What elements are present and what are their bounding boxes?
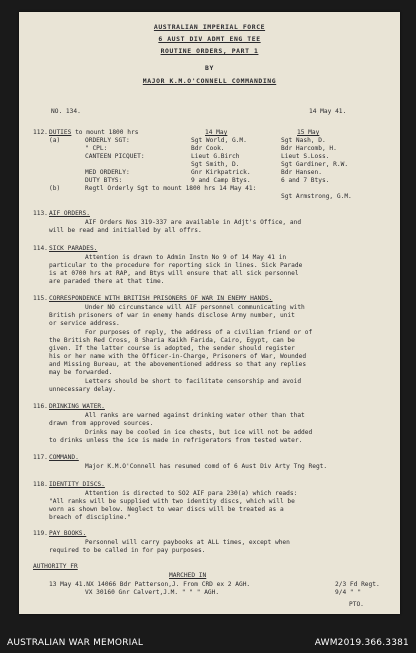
order-date: 14 May 41.: [309, 108, 347, 115]
para-line: AIF Orders Nos 319-337 are available in Adjt's Office, and: [85, 219, 302, 226]
para-line: "All ranks will be supplied with two identity discs, which will be: [49, 498, 295, 505]
para-line: his or her name with the Officer-in-Charge, Prisoners of War, Wounded: [49, 353, 307, 360]
para-number: 116.: [33, 403, 48, 410]
regtl-orderly-name: Sgt Armstrong, G.M.: [281, 193, 352, 200]
pto-mark: PTO.: [349, 601, 364, 608]
duties-sub-a: (a): [49, 137, 61, 144]
duty-row-label: CANTEEN PICQUET:: [85, 153, 145, 160]
para-line: the British Red Cross, 8 Sharia Kaikh Farida, Cairo, Egypt, can be: [49, 337, 295, 344]
part2-subtitle: MARCHED IN: [169, 572, 207, 579]
header-line-3: ROUTINE ORDERS, PART 1: [160, 47, 259, 55]
duty-row-label: " CPL:: [85, 145, 108, 152]
para-line: required to be called in for pay purposes.: [49, 547, 206, 554]
para-line: Drinks may be cooled in ice chests, but ice will not be added: [85, 429, 313, 436]
duties-col2-date: 15 May: [297, 129, 320, 136]
para-number: 115.: [33, 295, 48, 302]
para-number: 113.: [33, 210, 48, 217]
duty-row-col2: Bdr Harcomb, H.: [281, 145, 337, 152]
para-line: will be read and initialled by all offrs.: [49, 227, 202, 234]
para-line: are paraded there at that time.: [49, 278, 165, 285]
para-line: Attention is drawn to Admin Instn No 9 of 14 May 41 in: [85, 254, 287, 261]
duties-sub-b: (b): [49, 185, 61, 192]
para-title: SICK PARADES.: [49, 245, 98, 252]
para-line: All ranks are warned against drinking water other than that: [85, 412, 305, 419]
para-title: PAY BOOKS.: [49, 530, 87, 537]
duty-row-col1: 9 and Camp Btys.: [191, 177, 251, 184]
para-number: 118.: [33, 481, 48, 488]
para-title: [49, 129, 138, 136]
para-title: CORRESPONDENCE WITH BRITISH PRISONERS OF WAR IN ENEMY HANDS.: [49, 295, 273, 302]
para-line: or service address.: [49, 320, 120, 327]
para-line: is at 0700 hrs at RAP, and Btys will ensure that all sick personnel: [49, 270, 299, 277]
header-line-2: 6 AUST DIV ADMT ENG TEE: [158, 35, 261, 43]
regtl-orderly-text: Regtl Orderly Sgt to mount 1800 hrs 14 May 41:: [85, 185, 257, 192]
duty-row-col2: 6 and 7 Btys.: [281, 177, 330, 184]
para-title: AIF ORDERS.: [49, 210, 90, 217]
para-line: unnecessary delay.: [49, 386, 117, 393]
duty-row-col2: Lieut S.Loss.: [281, 153, 330, 160]
para-line: breach of discipline.": [49, 514, 131, 521]
para-line: Major K.M.O'Connell has resumed comd of 6 Aust Div Arty Tng Regt.: [85, 463, 328, 470]
duties-title: DUTIES: [49, 129, 72, 136]
para-line: Attention is directed to SO2 AIF para 230(a) which reads:: [85, 490, 298, 497]
header-line-5: MAJOR K.M.O'CONNELL COMMANDING: [142, 77, 277, 85]
duty-row-label: DUTY BTYS:: [85, 177, 123, 184]
duties-col1-date: 14 May: [205, 129, 228, 136]
march-in-unit: 9/4 " ": [335, 589, 362, 596]
duty-row-col1: Sgt Smith, D.: [191, 161, 240, 168]
document-page: [19, 12, 400, 614]
duty-row-label: MED ORDERLY:: [85, 169, 130, 176]
duty-row-col2: Sgt Nash, D.: [281, 137, 326, 144]
para-line: drawn from approved sources.: [49, 420, 154, 427]
footer-institution: AUSTRALIAN WAR MEMORIAL: [7, 638, 144, 648]
header-line-1: AUSTRALIAN IMPERIAL FORCE: [153, 23, 266, 31]
march-in-unit: 2/3 Fd Regt.: [335, 581, 380, 588]
duty-row-col1: Lieut G.Birch: [191, 153, 240, 160]
para-line: and Missing Bureau, at the abovementioned address so that any replies: [49, 361, 307, 368]
para-number: 117.: [33, 454, 48, 461]
para-line: worn as shown below. Neglect to wear discs will be treated as a: [49, 506, 284, 513]
para-number: 114.: [33, 245, 48, 252]
footer-accession: AWM2019.366.3381: [314, 638, 409, 648]
para-line: British prisoners of war in enemy hands disclose Army number, unit: [49, 312, 295, 319]
para-line: For purposes of reply, the address of a civilian friend or of: [85, 329, 313, 336]
para-number: 119.: [33, 530, 48, 537]
para-line: to drinks unless the ice is made in refrigerators from tested water.: [49, 437, 303, 444]
para-title: DRINKING WATER.: [49, 403, 105, 410]
para-line: Personnel will carry paybooks at ALL times, except when: [85, 539, 290, 546]
header-line-4: BY: [205, 64, 214, 72]
march-in-row: 13 May 41.NX 14066 Bdr Patterson,J. From CRD ex 2 AGH.: [49, 581, 251, 588]
para-line: Letters should be short to facilitate censorship and avoid: [85, 378, 302, 385]
part2-title: AUTHORITY FR: [33, 563, 78, 570]
duty-row-col2: Sgt Gardiner, R.W.: [281, 161, 349, 168]
duty-row-label: ORDERLY SGT:: [85, 137, 130, 144]
para-title: IDENTITY DISCS.: [49, 481, 105, 488]
duty-row-col1: Sgt World, G.M.: [191, 137, 247, 144]
para-title: COMMAND.: [49, 454, 79, 461]
order-number: NO. 134.: [51, 108, 81, 115]
para-number: 112.: [33, 129, 48, 136]
duty-row-col1: Gnr Kirkpatrick.: [191, 169, 251, 176]
para-line: given. If the latter course is adopted, the sender should register: [49, 345, 295, 352]
para-line: may be forwarded.: [49, 369, 113, 376]
duties-title-rest: to mount 1800 hrs: [71, 129, 139, 136]
march-in-row: VX 30160 Gnr Calvert,J.M. " " " AGH.: [85, 589, 220, 596]
duty-row-col1: Bdr Cook.: [191, 145, 225, 152]
para-line: Under NO circumstance will AIF personnel communicating with: [85, 304, 305, 311]
para-line: particular to the procedure for reporting sick in lines. Sick Parade: [49, 262, 303, 269]
duty-row-col2: Bdr Hansen.: [281, 169, 322, 176]
